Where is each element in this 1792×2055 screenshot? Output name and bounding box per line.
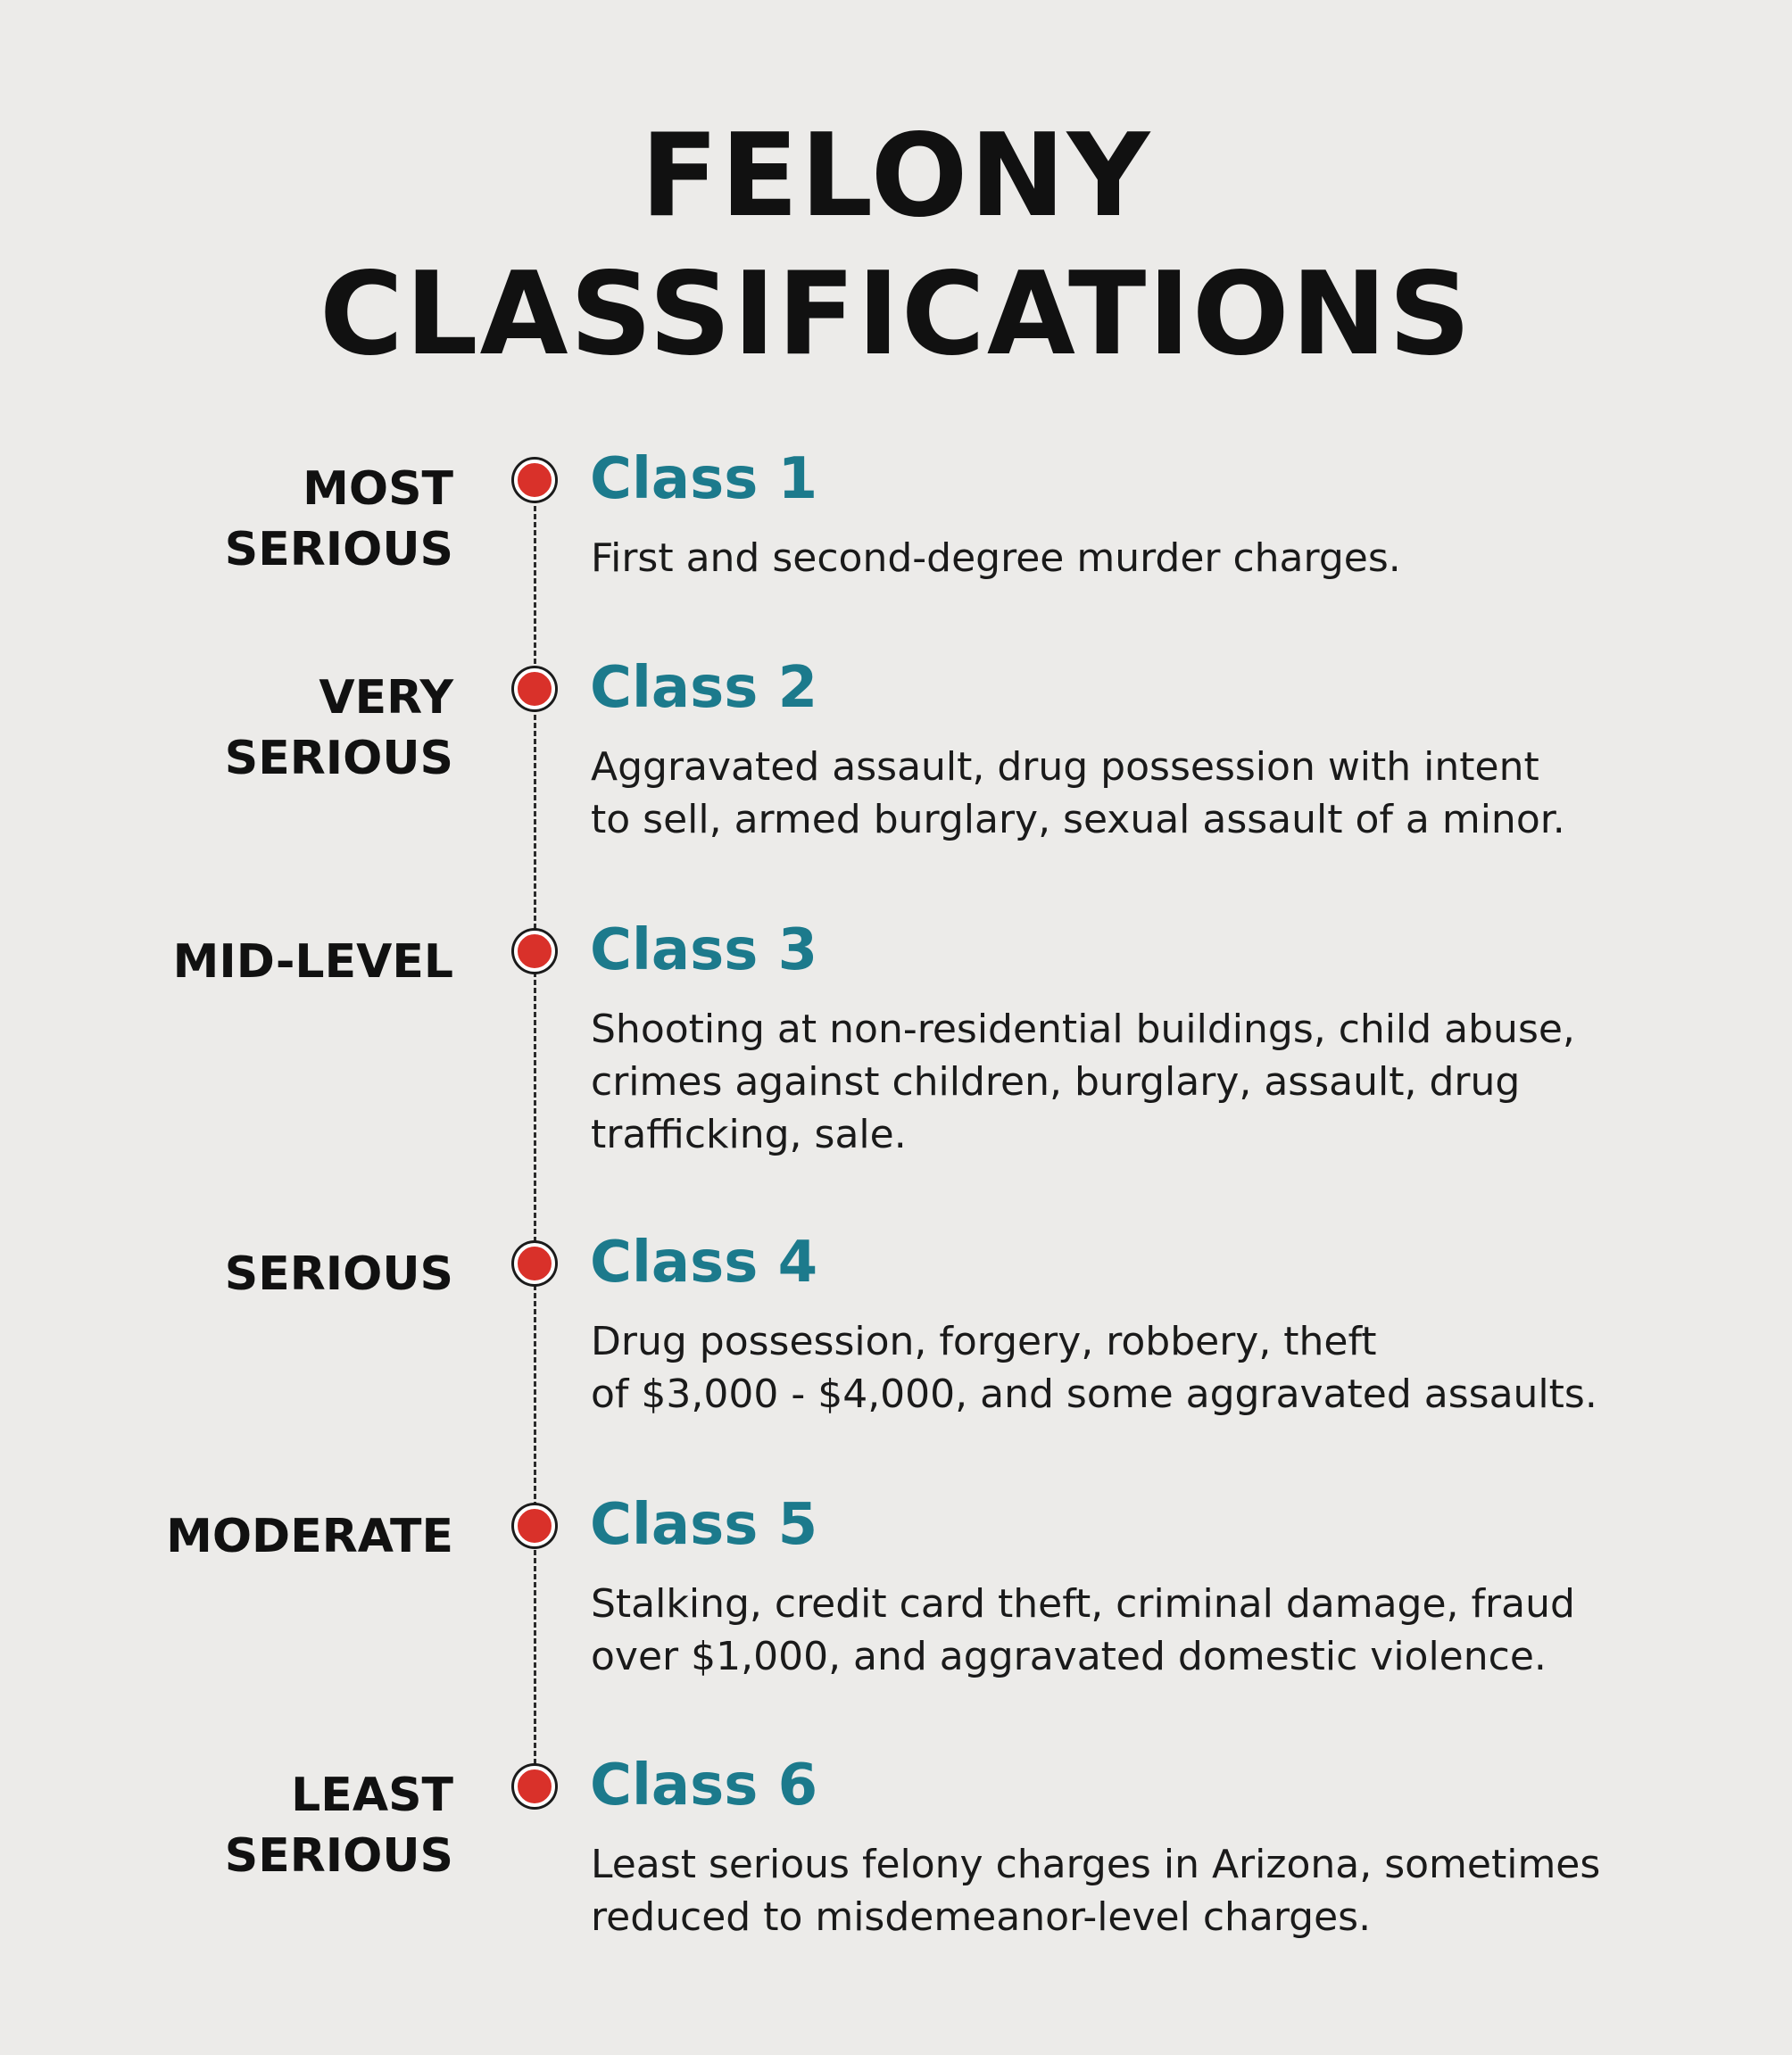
severity-line: MODERATE [166, 1510, 453, 1563]
severity-label [225, 1765, 453, 1886]
title-line-2: CLASSIFICATIONS [319, 248, 1473, 381]
class-heading: Class 2 [590, 655, 818, 721]
timeline-dot-icon [514, 460, 555, 501]
timeline-entry-class-5 [0, 1492, 1792, 1679]
description-line: to sell, armed burglary, sexual assault of a minor. [591, 797, 1565, 842]
severity-line: MOST [303, 462, 453, 516]
severity-line: MID-LEVEL [172, 935, 453, 989]
description-line: Drug possession, forgery, robbery, theft [591, 1319, 1377, 1364]
class-heading: Class 3 [590, 917, 818, 983]
timeline-dot-icon [514, 1766, 555, 1807]
class-heading: Class 5 [590, 1492, 818, 1558]
timeline-entry-class-6 [0, 1753, 1792, 1940]
class-description [591, 532, 1680, 584]
timeline-entry-class-1 [0, 446, 1792, 581]
page-title [0, 107, 1792, 384]
title-line-1: FELONY [640, 110, 1152, 243]
severity-label [225, 667, 453, 789]
severity-line: VERY [319, 671, 453, 725]
description-line: Aggravated assault, drug possession with intent [591, 744, 1539, 790]
description-line: Stalking, credit card theft, criminal damage, fraud [591, 1581, 1575, 1627]
class-description [591, 1838, 1680, 1943]
severity-label [225, 459, 453, 580]
timeline-entry-class-2 [0, 655, 1792, 842]
severity-line: SERIOUS [224, 523, 453, 576]
description-line: trafficking, sale. [591, 1112, 907, 1157]
class-heading: Class 6 [590, 1753, 818, 1819]
class-heading: Class 1 [590, 446, 818, 512]
description-line: of $3,000 - $4,000, and some aggravated assaults. [591, 1371, 1597, 1417]
description-line: over $1,000, and aggravated domestic violence. [591, 1634, 1547, 1679]
timeline-dot-icon [514, 931, 555, 972]
class-heading: Class 4 [590, 1230, 818, 1296]
timeline-dot-icon [514, 1243, 555, 1284]
timeline-dot-icon [514, 668, 555, 709]
description-line: First and second-degree murder charges. [591, 535, 1401, 581]
severity-line: LEAST [291, 1769, 453, 1822]
description-line: Least serious felony charges in Arizona, sometimes [591, 1842, 1601, 1887]
description-line: reduced to misdemeanor-level charges. [591, 1894, 1372, 1940]
severity-line: SERIOUS [224, 1829, 453, 1883]
timeline-dot-icon [514, 1505, 555, 1546]
severity-line: SERIOUS [224, 1247, 453, 1301]
timeline-entry-class-3 [0, 917, 1792, 1157]
class-description [591, 1578, 1680, 1683]
class-description [591, 1003, 1680, 1161]
class-description [591, 1315, 1680, 1421]
severity-label [173, 932, 453, 992]
severity-line: SERIOUS [224, 732, 453, 785]
description-line: crimes against children, burglary, assault, drug [591, 1059, 1521, 1105]
timeline-entry-class-4 [0, 1230, 1792, 1417]
class-description [591, 741, 1680, 846]
description-line: Shooting at non-residential buildings, child abuse, [591, 1007, 1575, 1052]
severity-label [166, 1506, 453, 1567]
severity-label [225, 1244, 453, 1305]
